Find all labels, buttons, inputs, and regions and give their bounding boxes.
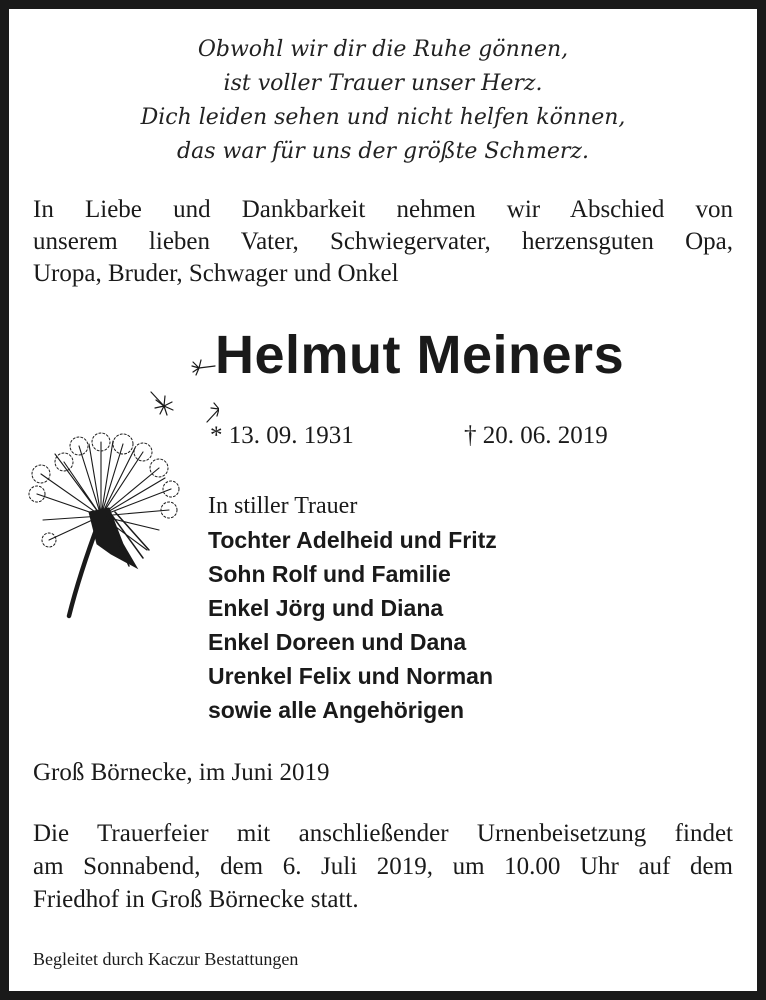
birth-date: * 13. 09. 1931 <box>210 422 354 449</box>
mourner-entry: Enkel Doreen und Dana <box>208 629 467 655</box>
undertaker-credit: Begleitet durch Kaczur Bestattungen <box>33 949 299 969</box>
intro-line: unserem lieben Vater, Schwiegervater, herzensguten Opa, <box>33 228 733 255</box>
mourners-lead: In stiller Trauer <box>208 493 358 519</box>
intro-text <box>33 194 733 290</box>
mourner-entry: Sohn Rolf und Familie <box>208 561 451 587</box>
intro-line: Uropa, Bruder, Schwager und Onkel <box>33 260 399 287</box>
obituary-notice <box>9 9 757 991</box>
mourners-list <box>208 489 497 727</box>
poem-line: Dich leiden sehen und nicht helfen können, <box>140 105 626 130</box>
death-date: † 20. 06. 2019 <box>464 422 608 449</box>
mourner-entry: Tochter Adelheid und Fritz <box>208 527 497 553</box>
place-date: Groß Börnecke, im Juni 2019 <box>33 759 330 786</box>
mourner-entry: sowie alle Angehörigen <box>208 697 465 723</box>
deceased-name: Helmut Meiners <box>215 325 625 385</box>
service-info <box>33 817 733 916</box>
intro-line: In Liebe und Dankbarkeit nehmen wir Abschied von <box>33 196 733 223</box>
service-line: am Sonnabend, dem 6. Juli 2019, um 10.00 Uhr auf dem <box>33 853 733 880</box>
mourner-entry: Enkel Jörg und Diana <box>208 595 444 621</box>
service-line: Die Trauerfeier mit anschließender Urnenbeisetzung findet <box>33 820 733 847</box>
poem-line: ist voller Trauer unser Herz. <box>223 71 543 96</box>
poem-line: Obwohl wir dir die Ruhe gönnen, <box>197 37 569 62</box>
service-line: Friedhof in Groß Börnecke statt. <box>33 886 359 913</box>
mourner-entry: Urenkel Felix und Norman <box>208 663 494 689</box>
poem <box>9 33 757 169</box>
poem-line: das war für uns der größte Schmerz. <box>177 139 589 164</box>
dandelion-icon <box>19 344 219 624</box>
